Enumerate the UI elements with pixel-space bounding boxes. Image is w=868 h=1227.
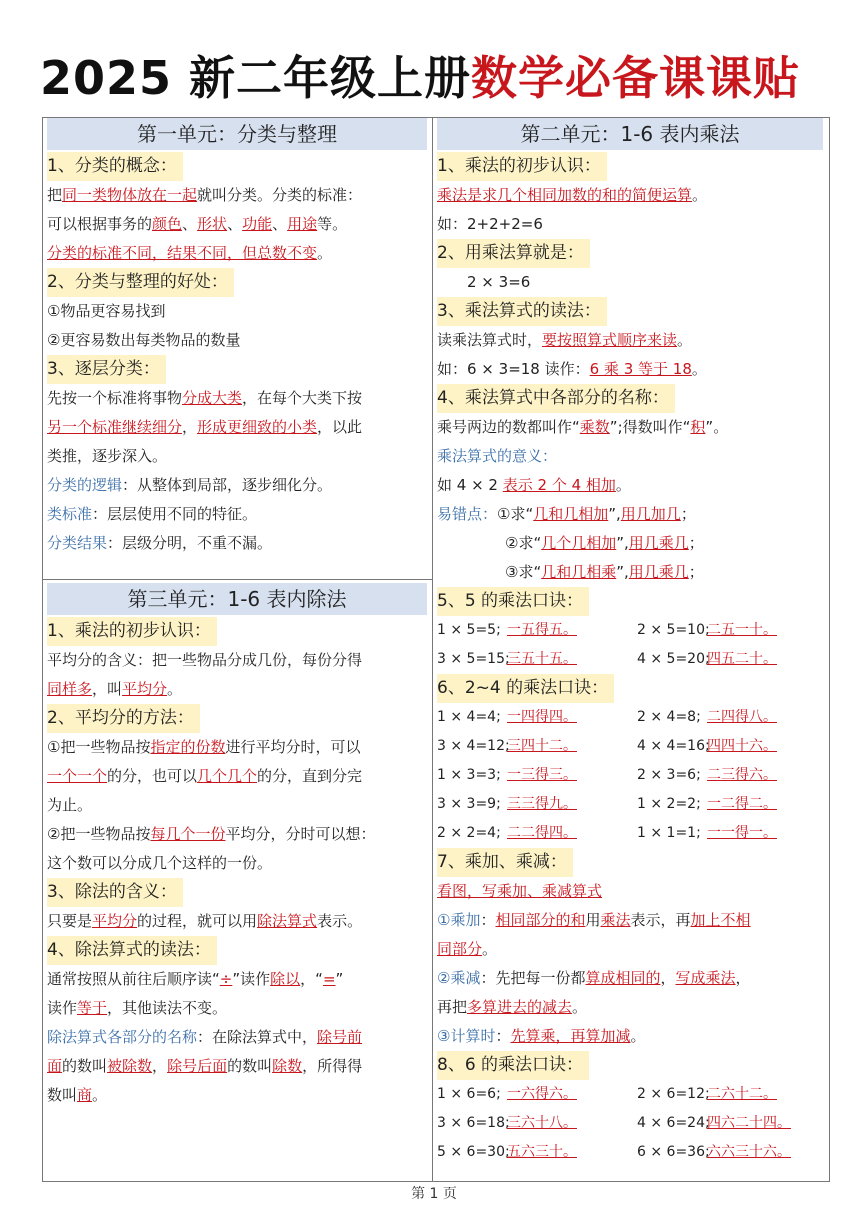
unit3-line: ①把一些物品按指定的份数进行平均分时，可以 — [47, 738, 361, 756]
unit2-line: 同部分。 — [437, 940, 498, 958]
unit1-line: 把同一类物体放在一起就叫分类。分类的标准： — [47, 186, 363, 204]
unit2-line: ③求“几和几相乘”,用几乘几； — [505, 563, 704, 581]
unit2-line: 乘法是求几个相同加数的和的简便运算。 — [437, 186, 708, 204]
unit1-heading: 第一单元：分类与整理 — [47, 118, 427, 150]
unit2-line: 易错点：①求“几和几相加”,用几加几； — [437, 505, 696, 523]
table-6-rhymes — [437, 1080, 823, 1167]
unit2-section8: 8、6 的乘法口诀： — [437, 1051, 589, 1080]
table-cell: 1 × 1=1; — [637, 825, 701, 841]
unit3-line: 为止。 — [47, 796, 93, 814]
left-row-divider — [42, 579, 432, 580]
unit3-line: 读作等于，其他读法不变。 — [47, 999, 228, 1017]
unit3-line: 一个一个的分，也可以几个几个的分，直到分完 — [47, 767, 363, 785]
unit2-line: ②求“几个几相加”,用几乘几； — [505, 534, 704, 552]
unit2-section6: 6、2~4 的乘法口诀： — [437, 674, 614, 703]
table-cell: 二五一十。 — [707, 622, 777, 638]
table-cell: 二四得八。 — [707, 709, 777, 725]
unit3-section1: 1、乘法的初步认识： — [47, 617, 217, 646]
unit3-heading: 第三单元：1-6 表内除法 — [47, 583, 427, 615]
table-2to4-rhymes — [437, 703, 823, 848]
unit3-line: 除法算式各部分的名称：在除法算式中，除号前 — [47, 1028, 363, 1046]
table-cell: 3 × 3=9; — [437, 796, 501, 812]
unit3-panel — [47, 583, 427, 1110]
unit2-section5: 5、5 的乘法口诀： — [437, 587, 589, 616]
unit2-section3: 3、乘法算式的读法： — [437, 297, 607, 326]
table-cell: 一六得六。 — [507, 1086, 577, 1102]
table-cell: 一二得二。 — [707, 796, 777, 812]
unit2-line: 乘号两边的数都叫作“乘数”;得数叫作“积”。 — [437, 418, 729, 436]
table-cell: 1 × 5=5; — [437, 622, 501, 638]
unit2-line: ①乘加：相同部分的和用乘法表示，再加上不相 — [437, 911, 751, 929]
unit3-line: ②把一些物品按每几个一份平均分，分时可以想： — [47, 825, 376, 843]
unit2-panel — [437, 118, 823, 1167]
table-cell: 3 × 5=15; — [437, 651, 510, 667]
unit3-line: 面的数叫被除数，除号后面的数叫除数，所得得 — [47, 1057, 363, 1075]
table-cell: 2 × 2=4; — [437, 825, 501, 841]
unit3-section2: 2、平均分的方法： — [47, 704, 200, 733]
table-cell: 4 × 4=16; — [637, 738, 710, 754]
column-divider — [432, 117, 433, 1182]
table-cell: 1 × 4=4; — [437, 709, 501, 725]
unit3-line: 通常按照从前往后顺序读“÷”读作除以，“=” — [47, 970, 344, 988]
table-cell: 3 × 6=18; — [437, 1115, 510, 1131]
unit3-line: 只要是平均分的过程，就可以用除法算式表示。 — [47, 912, 363, 930]
unit1-line: 分类的标准不同，结果不同，但总数不变。 — [47, 244, 333, 262]
table-cell: 1 × 2=2; — [637, 796, 701, 812]
unit1-panel — [47, 118, 427, 558]
table-cell: 三三得九。 — [507, 796, 577, 812]
unit2-line: 乘法算式的意义： — [437, 447, 558, 465]
page-title — [40, 40, 840, 116]
table-cell: 2 × 6=12; — [637, 1086, 710, 1102]
table-5-rhymes — [437, 616, 823, 674]
unit3-section4: 4、除法算式的读法： — [47, 936, 217, 965]
table-cell: 一三得三。 — [507, 767, 577, 783]
table-cell: 4 × 6=24; — [637, 1115, 710, 1131]
unit3-line: 同样多，叫平均分。 — [47, 680, 183, 698]
table-cell: 1 × 6=6; — [437, 1086, 501, 1102]
unit3-line: 数叫商。 — [47, 1086, 108, 1104]
table-cell: 一四得四。 — [507, 709, 577, 725]
table-cell: 一一得一。 — [707, 825, 777, 841]
unit2-line: ③计算时：先算乘，再算加减。 — [437, 1027, 646, 1045]
table-cell: 四四十六。 — [707, 738, 777, 754]
table-cell: 二三得六。 — [707, 767, 777, 783]
unit2-line: ②乘减：先把每一份都算成相同的，写成乘法， — [437, 969, 751, 987]
table-cell: 6 × 6=36; — [637, 1144, 710, 1160]
table-cell: 二二得四。 — [507, 825, 577, 841]
table-cell: 三五十五。 — [507, 651, 577, 667]
unit2-heading: 第二单元：1-6 表内乘法 — [437, 118, 823, 150]
unit1-line: ①物品更容易找到 — [47, 302, 166, 320]
table-cell: 一五得五。 — [507, 622, 577, 638]
title-black: 2025 新二年级上册 — [40, 51, 472, 105]
unit2-section7: 7、乘加、乘减： — [437, 848, 573, 877]
unit1-line: 先按一个标准将事物分成大类，在每个大类下按 — [47, 389, 363, 407]
table-cell: 2 × 5=10; — [637, 622, 710, 638]
table-cell: 5 × 6=30; — [437, 1144, 510, 1160]
unit2-section1: 1、乘法的初步认识： — [437, 152, 607, 181]
unit2-line: 读乘法算式时，要按照算式顺序来读。 — [437, 331, 693, 349]
unit2-line: 2 × 3=6 — [467, 273, 531, 291]
unit1-line: 分类结果：层级分明，不重不漏。 — [47, 534, 273, 552]
table-cell: 三四十二。 — [507, 738, 577, 754]
table-cell: 三六十八。 — [507, 1115, 577, 1131]
unit2-line: 再把多算进去的减去。 — [437, 998, 588, 1016]
unit1-section2: 2、分类与整理的好处： — [47, 268, 234, 297]
table-cell: 四六二十四。 — [707, 1115, 791, 1131]
table-cell: 2 × 4=8; — [637, 709, 701, 725]
unit2-line: 如 4 × 2 表示 2 个 4 相加。 — [437, 476, 631, 494]
table-cell: 1 × 3=3; — [437, 767, 501, 783]
table-cell: 四五二十。 — [707, 651, 777, 667]
table-cell: 六六三十六。 — [707, 1144, 791, 1160]
unit3-line: 平均分的含义：把一些物品分成几份，每份分得 — [47, 651, 363, 669]
unit3-line: 这个数可以分成几个这样的一份。 — [47, 854, 273, 872]
unit1-line: 类推，逐步深入。 — [47, 447, 168, 465]
page-number: 第 1 页 — [411, 1186, 457, 1202]
unit1-line: ②更容易数出每类物品的数量 — [47, 331, 241, 349]
title-red: 数学必备课课贴 — [471, 51, 801, 105]
unit2-line: 看图，写乘加、乘减算式 — [437, 882, 603, 900]
unit1-line: 可以根据事务的颜色、形状、功能、用途等。 — [47, 215, 348, 233]
table-cell: 4 × 5=20; — [637, 651, 710, 667]
unit2-line: 如：6 × 3=18 读作：6 乘 3 等于 18。 — [437, 360, 707, 378]
table-cell: 二六十二。 — [707, 1086, 777, 1102]
unit3-section3: 3、除法的含义： — [47, 878, 183, 907]
unit2-line: 如：2+2+2=6 — [437, 215, 543, 233]
unit1-line: 类标准：层层使用不同的特征。 — [47, 505, 258, 523]
table-cell: 五六三十。 — [507, 1144, 577, 1160]
unit1-line: 另一个标准继续细分，形成更细致的小类，以此 — [47, 418, 363, 436]
unit1-section1: 1、分类的概念： — [47, 152, 183, 181]
unit2-section2: 2、用乘法算就是： — [437, 239, 590, 268]
unit2-section4: 4、乘法算式中各部分的名称： — [437, 384, 675, 413]
unit1-line: 分类的逻辑：从整体到局部，逐步细化分。 — [47, 476, 333, 494]
unit1-section3: 3、逐层分类： — [47, 355, 166, 384]
table-cell: 2 × 3=6; — [637, 767, 701, 783]
table-cell: 3 × 4=12; — [437, 738, 510, 754]
